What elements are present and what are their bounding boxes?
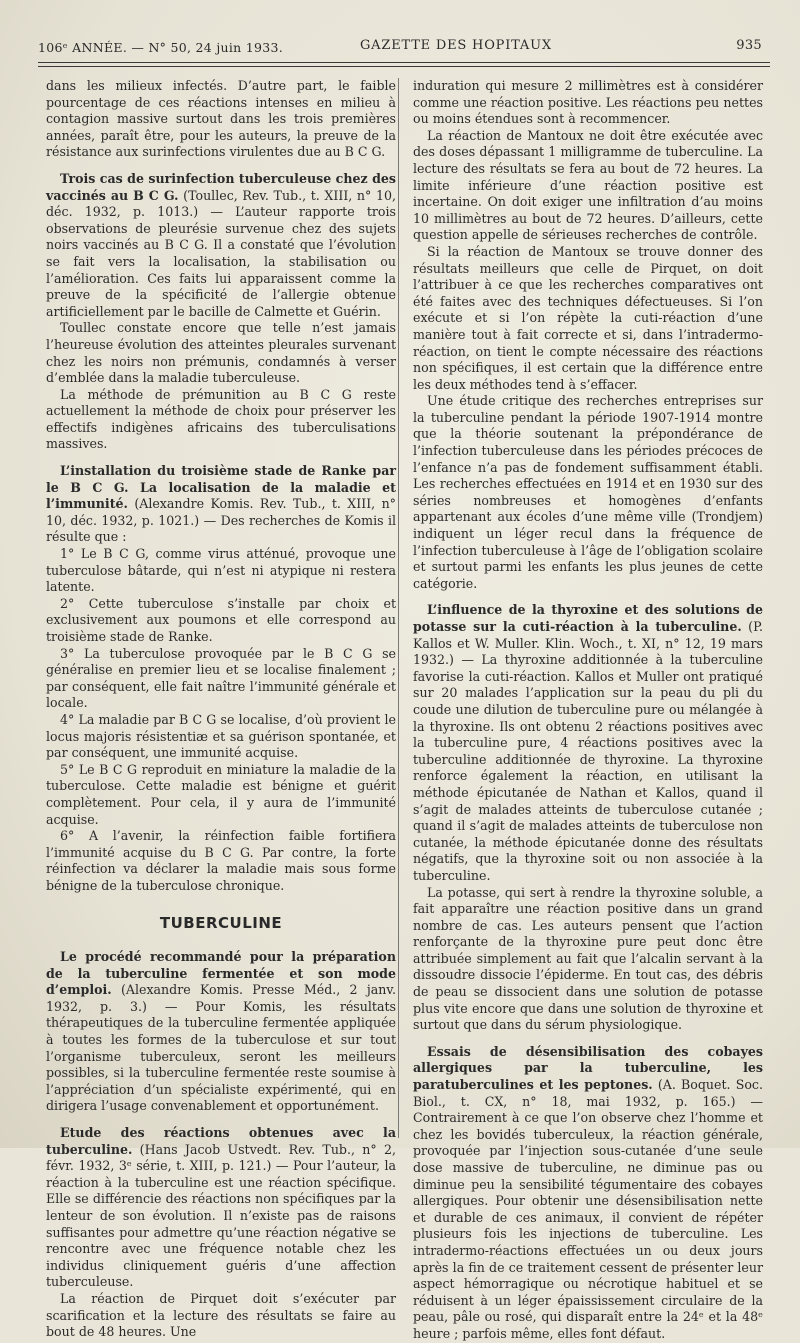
abstract-text: — La thyroxine additionnée à la tuberculine favorise la cuti-réaction. Kallos et Muller ont pratiqué sur 20 malades l’application sur la peau du pli du coude une dilution de tuberculine pure ou mélangée à la thyroxine. Ils ont obtenu 2 réactions positives avec la tuberculine pure, 4 réactions positives avec la tuberculine additionnée de thyroxine. La thyroxine renforce également la réaction, en utilisant la méthode épicutanée de Nathan et Kallos, quand il s’agit de malades atteints de tuberculose cutanée ; quand il s’agit de malades atteints de tuberculose non cutanée, la méthode épicutanée donne des résultats négatifs, que la thyroxine soit ou non associée à la tuberculine. — [413, 652, 763, 883]
citation: (P. Kallos et W. Muller. Klin. Woch., t. XI, n° 12, 19 mars 1932.) — [413, 619, 763, 668]
abstract-text: — L’auteur rapporte trois observations de pleurésie survenue chez des sujets noirs vaccinés au B C G. Il a constaté que l’évolution se fait vers la localisation, la stabilisation ou l’amélioration. Ces faits lui apparaissent comme la preuve de la spécificité de l’allergie obtenue artificiellement par le bacille de Calmette et Guérin. — [46, 204, 396, 319]
paragraph: La réaction de Mantoux ne doit être exécutée avec des doses dépassant 1 milligramme de tuberculine. La lecture des résultats se fera au bout de 72 heures. La limite inférieure d’une réaction positive est incertaine. On doit exiger une infiltration d’au moins 10 millimètres au bout de 72 heures. D’ailleurs, cette question appelle de sérieuses recherches de contrôle. — [413, 127, 763, 243]
paragraph: La réaction de Pirquet doit s’exécuter par scarification et la lecture des résultats se faire au bout de 48 heures. Une — [46, 1290, 396, 1340]
paragraph: induration qui mesure 2 millimètres est à considérer comme une réaction positive. Les réactions peu nettes ou moins étendues sont à recommencer. — [413, 78, 763, 127]
list-item: 3° La tuberculose provoquée par le B C G se généralise en premier lieu et se localise finalement ; par conséquent, elle fait naître l’immunité générale et locale. — [46, 645, 396, 711]
abstract-entry — [46, 949, 396, 1115]
abstract-title: L’installation du troisième stade de Ranke par le B C G. La localisation de la maladie et l’immunité. — [46, 463, 396, 512]
journal-title: GAZETTE DES HOPITAUX — [360, 38, 552, 53]
abstract-title: Etude des réactions obtenues avec la tuberculine. — [46, 1125, 396, 1157]
list-item: 5° Le B C G reproduit en miniature la maladie de la tuberculose. Cette maladie est bénigne et guérit complètement. Pour cela, il y aura de l’immunité acquise. — [46, 761, 396, 827]
list-item: 4° La maladie par B C G se localise, d’où provient le locus majoris résistentiæ et sa guérison spontanée, et par conséquent, une immunité acquise. — [46, 711, 396, 761]
abstract-title: L’influence de la thyroxine et des solutions de potasse sur la cuti-réaction à la tuberculine. — [413, 602, 763, 634]
abstract-title: Essais de désensibilisation des cobayes allergiques par la tuberculine, les paratuberculines et les peptones. — [413, 1043, 763, 1093]
citation: (Toullec, Rev. Tub., t. XIII, n° 10, déc. 1932, p. 1013.) — [46, 187, 396, 220]
abstract-entry — [46, 1125, 396, 1291]
paragraph: La méthode de prémunition au B C G reste actuellement la méthode de choix pour préserver les effectifs indigènes africains des tuberculisations massives. — [46, 386, 396, 452]
abstract-entry — [413, 1044, 763, 1343]
abstract-text: — Des recherches de Komis il résulte que : — [46, 512, 396, 545]
paragraph: Une étude critique des recherches entreprises sur la tuberculine pendant la période 1907-1914 montre que la théorie soutenant la prépondérance de l’infection tuberculeuse dans les périodes précoces de l’enfance n’a pas de fondement suffisamment établi. Les recherches effectuées en 1914 et en 1930 sur des séries nombreuses et homogènes d’enfants appartenant aux écoles d’une même ville (Trondjem) indiquent un léger recul dans la fréquence de l’infection tuberculeuse à l’âge de l’obligation scolaire et surtout parmi les enfants les plus jeunes de cette catégorie. — [413, 393, 763, 591]
section-heading: TUBERCULINE — [159, 913, 283, 932]
list-item: 6° A l’avenir, la réinfection faible fortifiera l’immunité acquise du B C G. Par contre, la forte réinfection va déclarer la maladie mais sous forme bénigne de la tuberculose chronique. — [46, 828, 396, 893]
abstract-entry — [413, 602, 763, 884]
header-rule — [38, 62, 770, 63]
citation: (A. Boquet. Soc. Biol., t. CX, n° 18, mai 1932, p. 165.) — [413, 1077, 763, 1109]
abstract-title: Le procédé recommandé pour la préparation de la tuberculine fermentée et son mode d’emploi. — [46, 949, 396, 998]
right-column — [413, 78, 763, 1343]
numbered-list — [46, 546, 396, 894]
abstract-title: Trois cas de surinfection tuberculeuse chez des vaccinés au B C G. — [46, 170, 396, 203]
abstract-text: — Pour l’auteur, la réaction à la tuberculine est une réaction spécifique. Elle se différencie des réactions non spécifiques par la lenteur de son évolution. Il n’existe pas de raisons suffisantes pour admettre qu’une réaction négative se rencontre avec une fréquence notable chez les individus cliniquement guéris d’une affection tuberculeuse. — [46, 1158, 396, 1290]
list-item: 1° Le B C G, comme virus atténué, provoque une tuberculose bâtarde, qui n’est ni atypique ni restera latente. — [46, 546, 396, 595]
left-column — [46, 78, 396, 1341]
abstract-text: — Pour Komis, les résultats thérapeutiques de la tuberculine fermentée appliquée à toutes les formes de la tuberculose et sur tout l’organisme tuberculeux, seront les meilleurs possibles, si la tuberculine fermentée reste soumise à l’appréciation d’un spécialiste expérimenté, qui en dirigera l’usage convenablement et opportunément. — [46, 998, 397, 1114]
paragraph: La potasse, qui sert à rendre la thyroxine soluble, a fait apparaître une réaction positive dans un grand nombre de cas. Les auteurs pensent que l’action renforçante de la thyroxine pure peut donc être attribuée simplement au fait que l’alcalin servant à la dissoudre dissocie l’épiderme. En tout cas, des débris de peau se dissocient dans une solution de potasse plus vite encore que dans une solution de thyroxine et surtout que dans du sérum physiologique. — [413, 884, 763, 1033]
citation: (Alexandre Komis. Presse Méd., 2 janv. 1932, p. 3.) — [46, 982, 396, 1014]
abstract-entry — [46, 171, 396, 320]
paragraph: Si la réaction de Mantoux se trouve donner des résultats meilleurs que celle de Pirquet, on doit l’attribuer à ce que les recherches comparatives ont été faites avec des techniques défectueuses. Si l’on exécute et si l’on répète la cuti-réaction d’une manière tout à fait correcte et si, dans l’intradermo-réaction, on tient le compte nécessaire des réactions non spécifiques, il est certain que la différence entre les deux méthodes tend à s’effacer. — [413, 243, 763, 392]
paragraph: Toullec constate encore que telle n’est jamais l’heureuse évolution des atteintes pleurales survenant chez les noirs non prémunis, condamnés à verser d’emblée dans la maladie tuberculeuse. — [46, 320, 396, 386]
column-divider — [398, 78, 399, 1138]
running-header — [38, 36, 770, 58]
issue-info: 106ᵉ ANNÉE. — N° 50, 24 juin 1933. — [38, 40, 284, 55]
paragraph: dans les milieux infectés. D’autre part, le faible pourcentage de ces réactions intenses en milieu à contagion massive surtout dans les trois premières années, paraît être, pour les auteurs, la preuve de la résistance aux surinfections virulentes due au B C G. — [46, 78, 396, 160]
abstract-entry — [46, 463, 396, 546]
page-number: 935 — [736, 38, 762, 53]
citation: (Alexandre Komis. Rev. Tub., t. XIII, n° 10, déc. 1932, p. 1021.) — [46, 496, 396, 528]
list-item: 2° Cette tuberculose s’installe par choix et exclusivement aux poumons et elle correspond au troisième stade de Ranke. — [46, 595, 396, 644]
citation: (Hans Jacob Ustvedt. Rev. Tub., n° 2, févr. 1932, 3ᵉ série, t. XIII, p. 121.) — [46, 1141, 396, 1174]
abstract-text: — Contrairement à ce que l’on observe chez l’homme et chez les bovidés tuberculeux, la réaction générale, provoquée par l’injection sous-cutanée d’une seule dose massive de tuberculine, ne diminue pas ou diminue peu la sensibilité tégumentaire des cobayes allergiques. Pour obtenir une désensibilisation nette et durable de ces animaux, il convient de répéter plusieurs fois les injections de tuberculine. Les intradermo-réactions effectuées un ou deux jours après la fin de ce traitement cessent de présenter leur aspect hémorragique ou nécrotique habituel et se réduisent à un léger épaississement circulaire de la peau, pâle ou rosé, qui disparaît entre la 24ᵉ et la 48ᵉ heure ; parfois même, elles font défaut. — [413, 1093, 763, 1341]
header-rule-double — [38, 66, 770, 67]
